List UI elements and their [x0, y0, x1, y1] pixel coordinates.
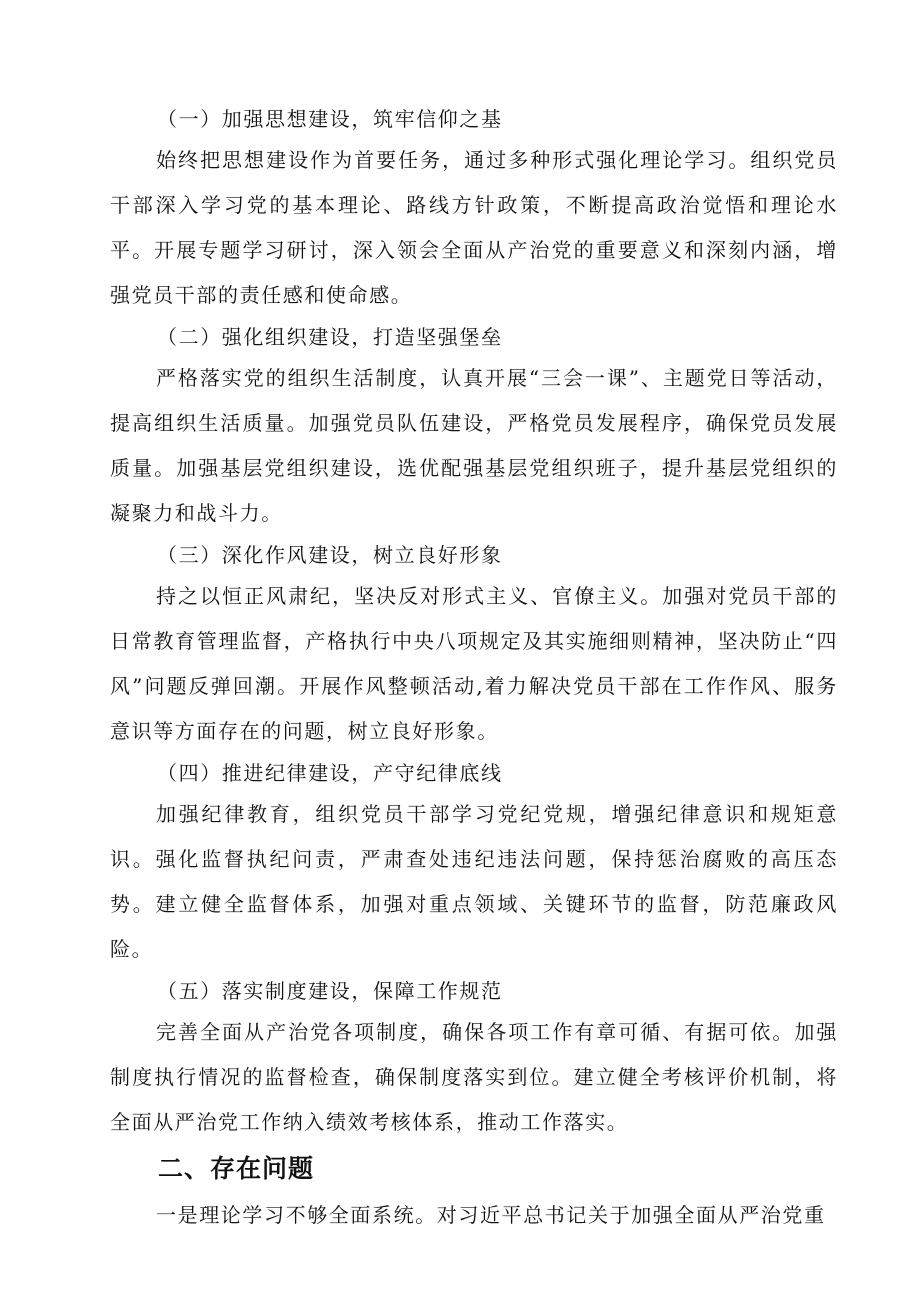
section-3-title: （三）深化作风建设，树立良好形象 — [157, 543, 503, 567]
section-1-title: （一）加强思想建设，筑牢信仰之基 — [157, 107, 503, 131]
section-2-title: （二）强化组织建设，打造坚强堡垒 — [157, 325, 503, 349]
document-page — [110, 100, 838, 1238]
section-4-title: （四）推进纪律建设，产守纪律底线 — [157, 761, 503, 785]
section-2-body: 严格落实党的组织生活制度，认真开展“三会一课”、主题党日等活动，提高组织生活质量。加强党员队伍建设，严格党员发展程序，确保党员发展质量。加强基层党组织建设，选优配强基层党组织班子，提升基层党组织的凝聚力和战斗力。 — [110, 366, 838, 525]
section-1-body: 始终把思想建设作为首要任务，通过多种形式强化理论学习。组织党员干部深入学习党的基本理论、路线方针政策，不断提高政治觉悟和理论水平。开展专题学习研讨，深入领会全面从产治党的重要意义和深刻内涵，增强党员干部的责任感和使命感。 — [110, 148, 838, 307]
closing-paragraph: 一是理论学习不够全面系统。对习近平总书记关于加强全面从严治党重 — [156, 1203, 826, 1227]
section-4-body: 加强纪律教育，组织党员干部学习党纪党规，增强纪律意识和规矩意识。强化监督执纪问责，严肃查处违纪违法问题，保持惩治腐败的高压态势。建立健全监督体系，加强对重点领域、关键环节的监督，防范廉政风险。 — [110, 802, 838, 961]
section-3-body: 持之以恒正风肃纪，坚决反对形式主义、官僚主义。加强对党员干部的日常教育管理监督，产格执行中央八项规定及其实施细则精神，坚决防止“四风”问题反弹回潮。开展作风整顿活动,着力解决党员干部在工作作风、服务意识等方面存在的问题，树立良好形象。 — [110, 584, 838, 743]
section-5-body: 完善全面从产治党各项制度，确保各项工作有章可循、有据可依。加强制度执行情况的监督检查，确保制度落实到位。建立健全考核评价机制，将全面从严治党工作纳入绩效考核体系，推动工作落实。 — [110, 1020, 838, 1134]
chapter-heading: 二、存在问题 — [158, 1154, 315, 1183]
section-5-title: （五）落实制度建设，保障工作规范 — [157, 979, 503, 1003]
